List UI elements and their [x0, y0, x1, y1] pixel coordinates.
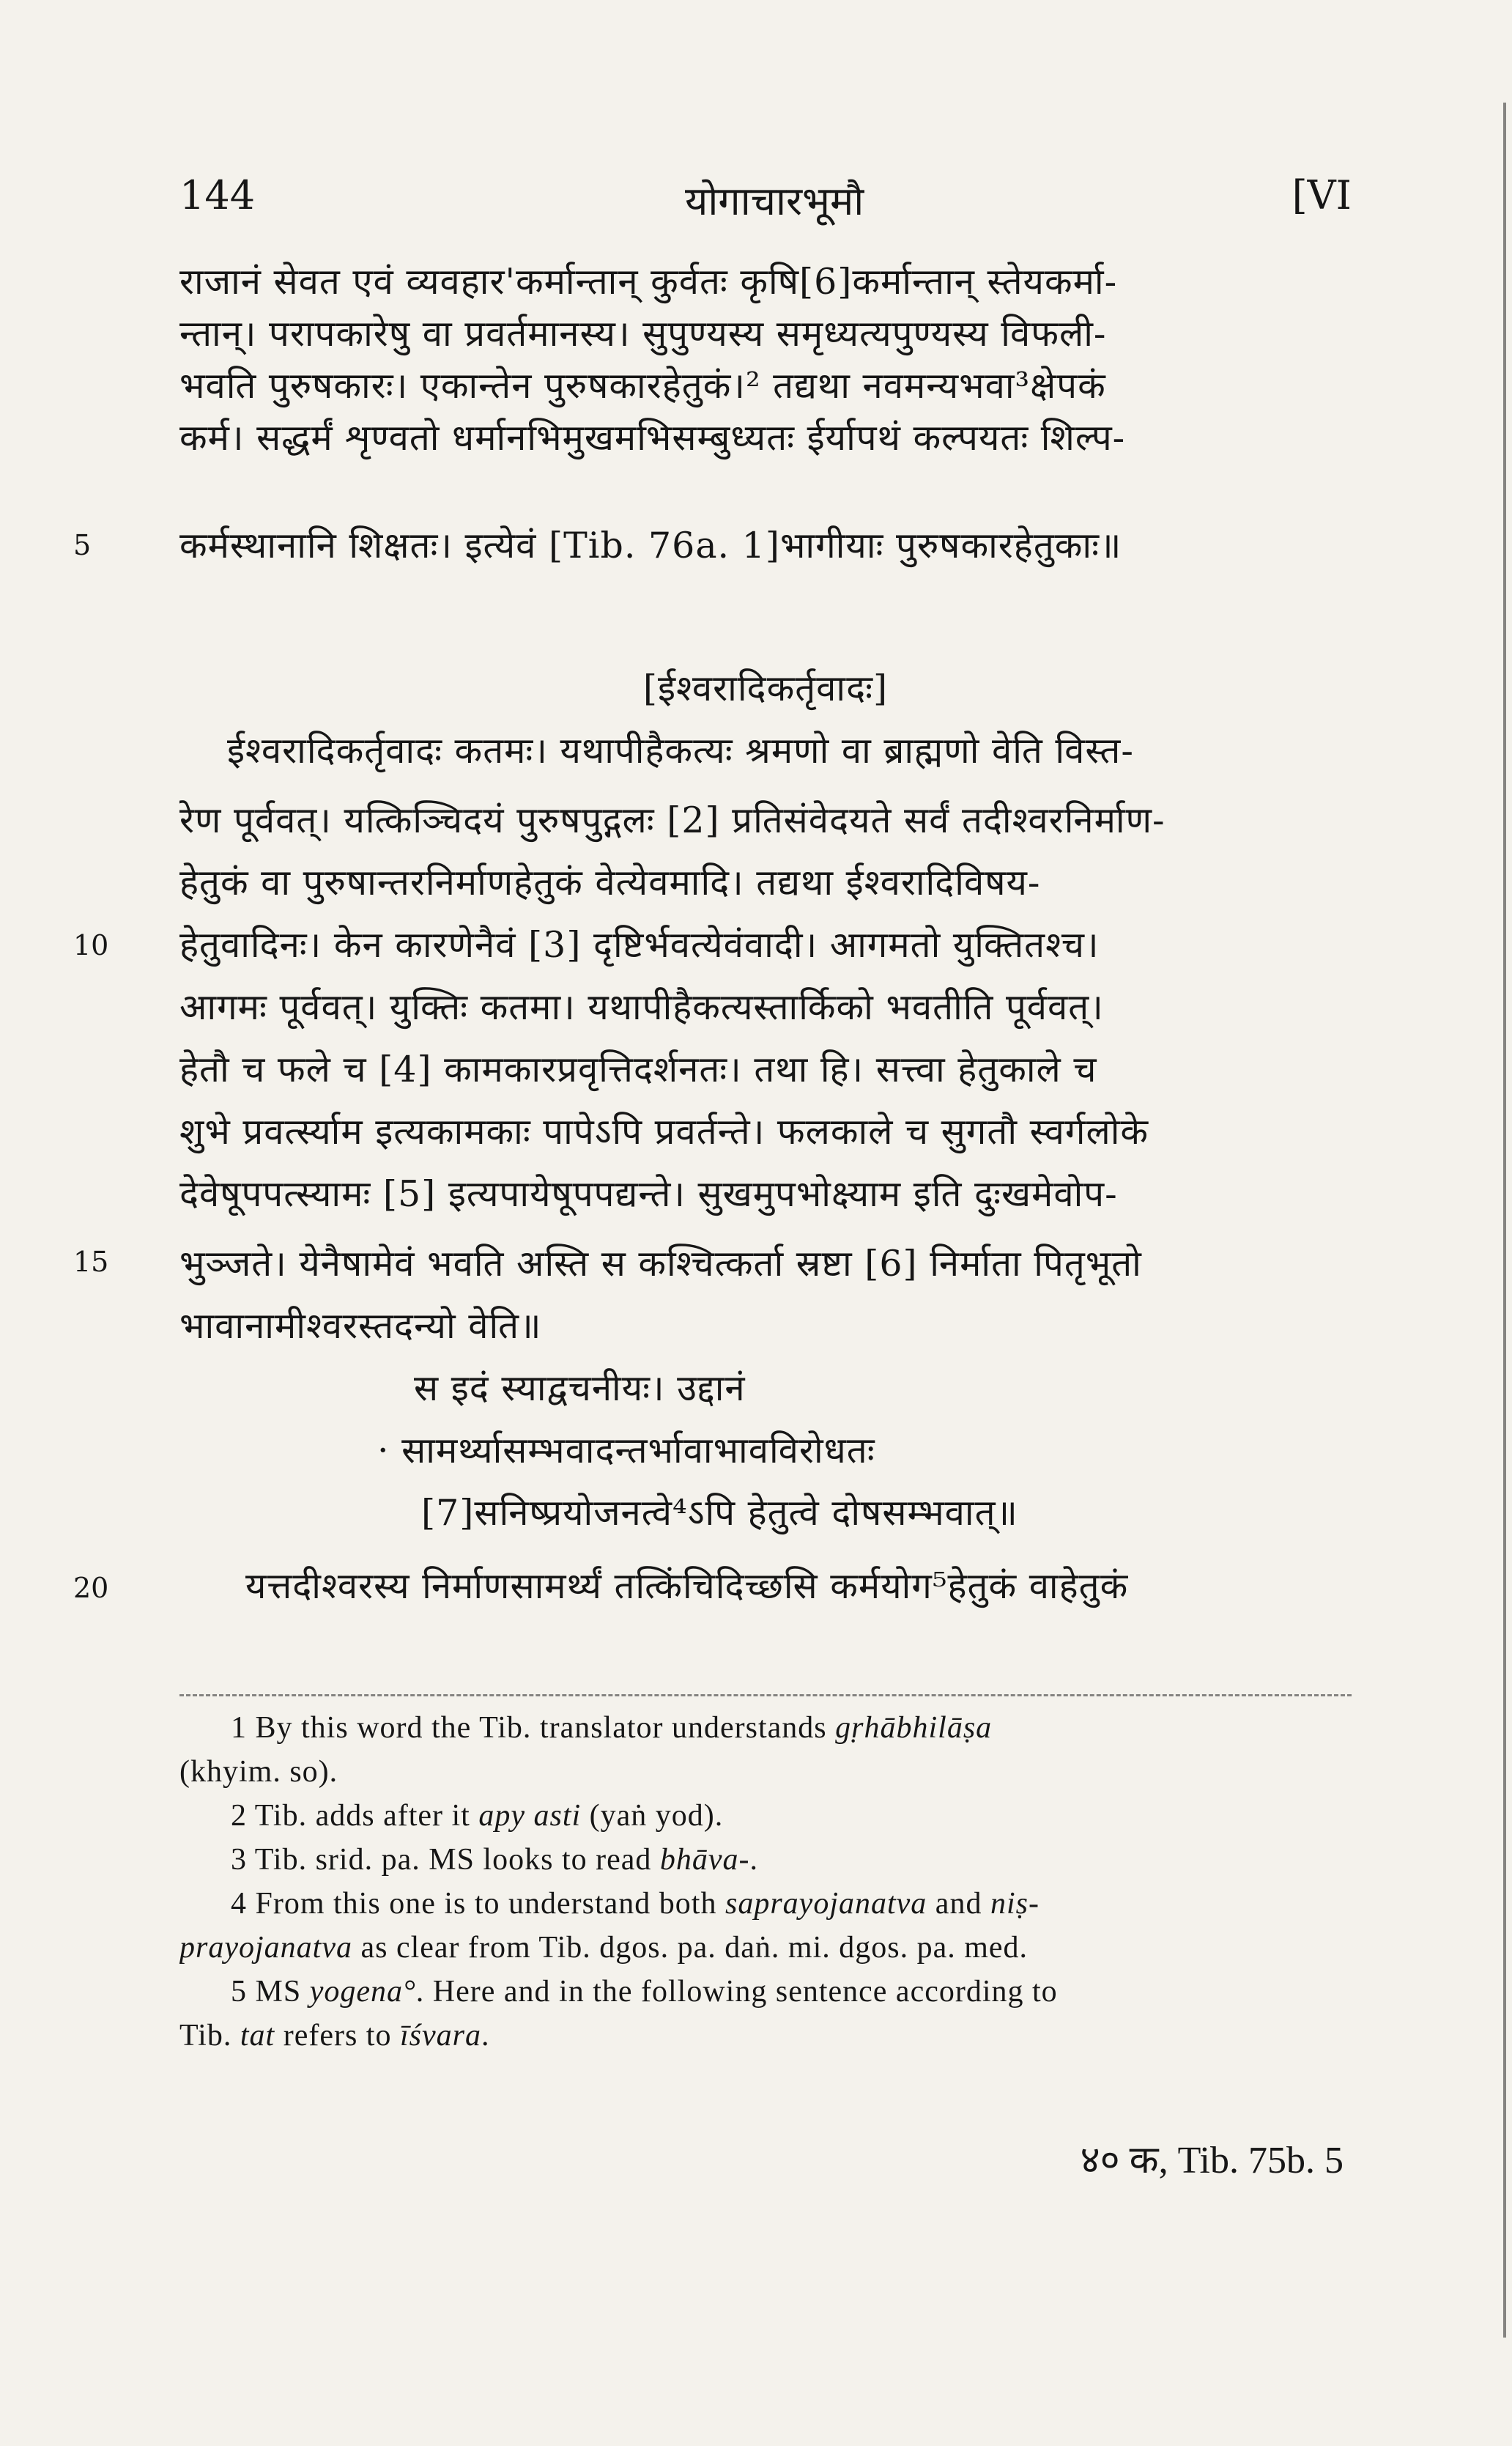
- text-line: हेतौ च फले च [4] कामकारप्रवृत्तिदर्शनतः। तथा हि। सत्त्वा हेतुकाले च: [179, 1049, 1097, 1090]
- footnote-text: as clear from Tib. dgos. pa. daṅ. mi. dgos. pa. med.: [352, 1931, 1029, 1965]
- footnote-italic: saprayojanatva: [724, 1887, 927, 1921]
- running-header: [179, 172, 1352, 231]
- text-line: आगमः पूर्ववत्। युक्तिः कतमा। यथापीहैकत्यस्तार्किको भवतीति पूर्ववत्।: [179, 986, 1104, 1028]
- text-line: देवेषूपपत्स्यामः [5] इत्यपायेषूपपद्यन्ते। सुखमुपभोक्ष्याम इति दुःखमेवोप-: [179, 1173, 1118, 1215]
- footnote-rule: [179, 1694, 1352, 1696]
- footnote-3: [179, 1839, 1352, 1880]
- footnote-text: .: [749, 1843, 759, 1877]
- footnote-text: refers to: [275, 2019, 400, 2053]
- footnote-text: Tib.: [179, 2019, 240, 2053]
- text-line: ईश्वरादिकर्तृवादः कतमः। यथापीहैकत्यः श्रमणो वा ब्राह्मणो वेति विस्त-: [227, 730, 1134, 772]
- footnote-5: [179, 1971, 1352, 2012]
- text-line: भुञ्जते। येनैषामेवं भवति अस्ति स कश्चित्कर्ता स्रष्टा [6] निर्माता पितृभूतो: [179, 1243, 1142, 1285]
- footnote-italic: gṛhābhilāṣa: [835, 1711, 993, 1745]
- footnote-2: [179, 1795, 1352, 1836]
- footnote-text: .: [481, 2019, 490, 2053]
- footnote-text: 5 MS: [231, 1975, 310, 2009]
- text-line: यत्तदीश्वरस्य निर्माणसामर्थ्यं तत्किंचिदिच्छसि कर्मयोग⁵हेतुकं वाहेतुकं: [245, 1565, 1129, 1607]
- text-line: भवति पुरुषकारः। एकान्तेन पुरुषकारहेतुकं।² तद्यथा नवमन्यभवा³क्षेपकं: [179, 365, 1106, 407]
- text-line: भावानामीश्वरस्तदन्यो वेति॥: [179, 1305, 542, 1347]
- footnote-1-cont: [179, 1751, 1352, 1792]
- signature-mark: ४० क, Tib. 75b. 5: [1080, 2140, 1344, 2181]
- footnote-text: 3 Tib. srid. pa. MS looks to read: [231, 1843, 660, 1877]
- footnote-text: (khyim. so).: [179, 1755, 338, 1789]
- footnote-text: and: [927, 1887, 990, 1921]
- footnote-1: [179, 1707, 1352, 1748]
- footnote-italic: niṣ-: [990, 1887, 1040, 1921]
- text-line: हेतुवादिनः। केन कारणेनैवं [3] दृष्टिर्भवत्येवंवादी। आगमतो युक्तितश्च।: [179, 924, 1100, 966]
- footnote-5-cont: [179, 2015, 1352, 2056]
- footnote-text: 2 Tib. adds after it: [231, 1799, 479, 1833]
- page-number: 144: [179, 172, 256, 218]
- running-title: योगाचारभूमौ: [685, 178, 864, 224]
- verse-line: [7]सनिष्प्रयोजनत्वे⁴ऽपि हेतुत्वे दोषसम्भवात्॥: [421, 1492, 1018, 1534]
- line-number: 5: [73, 529, 92, 561]
- footnote-4: [179, 1883, 1352, 1924]
- chapter-marker: [VI: [1292, 172, 1352, 218]
- text-line: राजानं सेवत एवं व्यवहार'कर्मान्तान् कुर्वतः कृषि[6]कर्मान्तान् स्तेयकर्मा-: [179, 261, 1118, 303]
- footnote-italic: apy asti: [478, 1799, 582, 1833]
- line-number: 10: [73, 929, 109, 961]
- text-line: कर्म। सद्धर्मं शृण्वतो धर्मानभिमुखमभिसम्बुध्यतः ईर्यापथं कल्पयतः शिल्प-: [179, 417, 1126, 459]
- footnote-italic: yogena°: [309, 1975, 416, 2009]
- footnote-text: 4 From this one is to understand both: [231, 1887, 725, 1921]
- verse-intro: स इदं स्याद्वचनीयः। उद्दानं: [414, 1367, 746, 1409]
- footnote-text: (yaṅ yod).: [581, 1799, 724, 1833]
- text-line: हेतुकं वा पुरुषान्तरनिर्माणहेतुकं वेत्येवमादि। तद्यथा ईश्वरादिविषय-: [179, 862, 1041, 904]
- line-number: 20: [73, 1572, 109, 1604]
- text-line: न्तान्। परापकारेषु वा प्रवर्तमानस्य। सुपुण्यस्य समृध्यत्यपुण्यस्य विफली-: [179, 313, 1107, 355]
- footnote-text: . Here and in the following sentence according to: [415, 1975, 1058, 2009]
- footnote-italic: bhāva-: [659, 1843, 750, 1877]
- verse-line: · सामर्थ्यासम्भवादन्तर्भावाभावविरोधतः: [377, 1430, 875, 1471]
- scan-binding-edge: [1499, 103, 1506, 2338]
- text-line: कर्मस्थानानि शिक्षतः। इत्येवं [Tib. 76a. 1]भागीयाः पुरुषकारहेतुकाः॥: [179, 525, 1122, 566]
- section-heading: [ईश्वरादिकर्तृवादः]: [642, 668, 889, 709]
- footnote-italic: tat: [240, 2019, 275, 2053]
- line-number: 15: [73, 1246, 109, 1278]
- text-line: रेण पूर्ववत्। यत्किञ्चिदयं पुरुषपुद्गलः [2] प्रतिसंवेदयते सर्वं तदीश्वरनिर्माण-: [179, 799, 1166, 841]
- footnote-italic: prayojanatva: [179, 1931, 352, 1965]
- text-line: शुभे प्रवर्त्स्याम इत्यकामकाः पापेऽपि प्रवर्तन्ते। फलकाले च सुगतौ स्वर्गलोके: [179, 1111, 1149, 1153]
- footnote-text: 1 By this word the Tib. translator understands: [231, 1711, 836, 1745]
- footnote-italic: īśvara: [399, 2019, 481, 2053]
- footnote-4-cont: [179, 1927, 1352, 1968]
